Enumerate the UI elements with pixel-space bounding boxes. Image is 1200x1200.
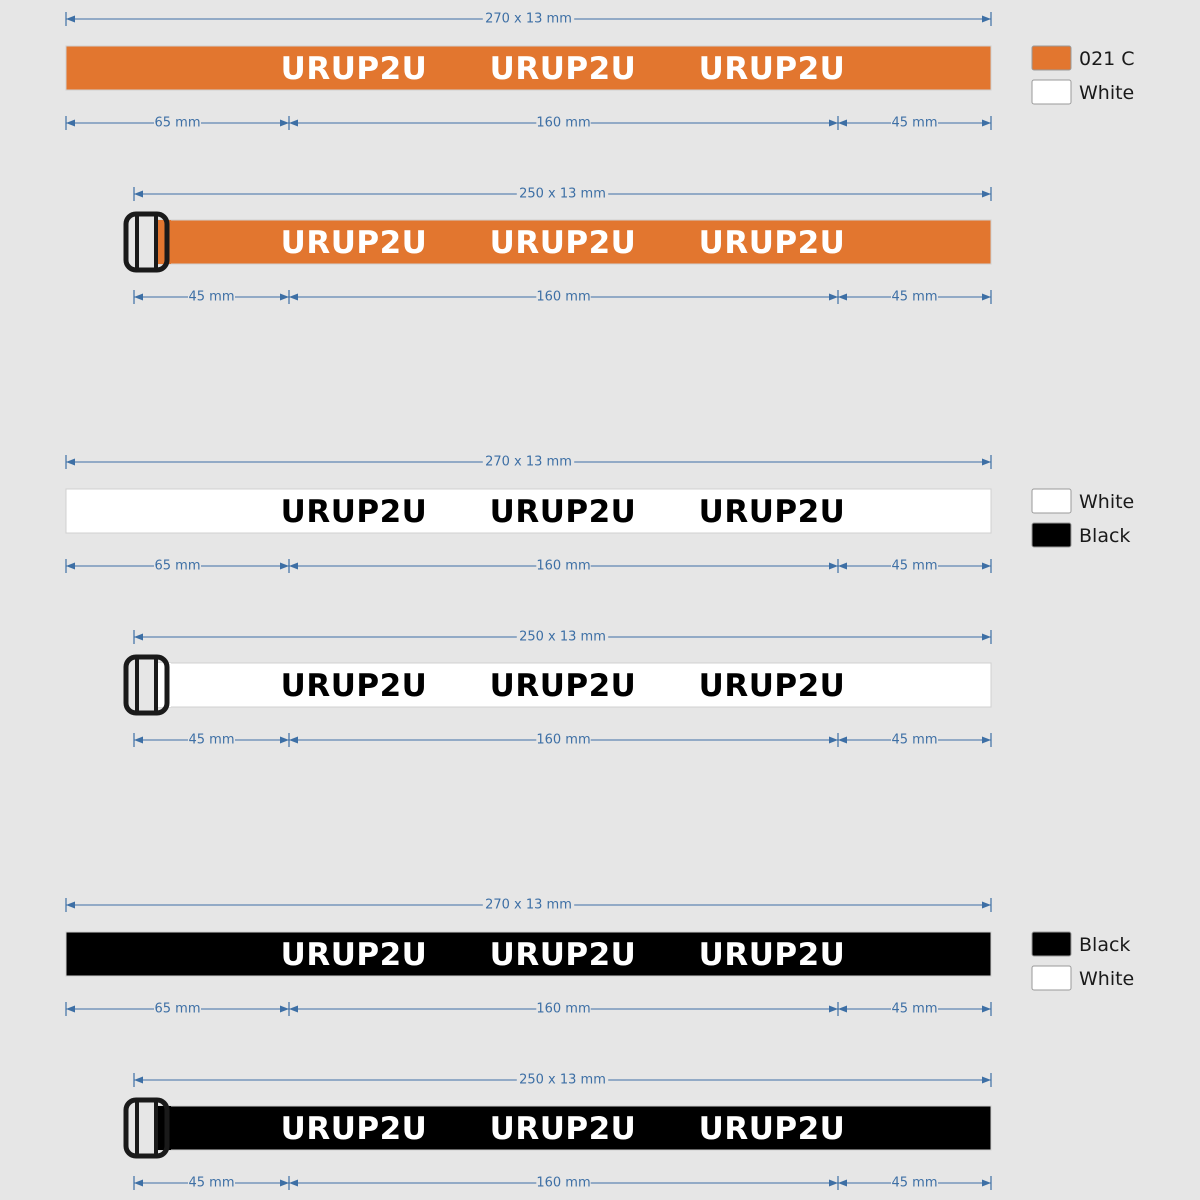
arrowhead	[829, 737, 838, 744]
arrowhead	[982, 563, 991, 570]
segment-label-middle: 160 mm	[536, 115, 591, 131]
long-strap	[66, 455, 991, 574]
arrowhead	[838, 120, 847, 127]
arrowhead	[982, 1180, 991, 1187]
arrowhead	[134, 294, 143, 301]
arrowhead	[66, 902, 75, 909]
strap-print-text: URUP2U	[489, 1111, 637, 1147]
arrowhead	[66, 16, 75, 23]
arrowhead	[134, 1180, 143, 1187]
segment-label-right: 45 mm	[891, 558, 938, 574]
arrowhead	[289, 563, 298, 570]
strap-print-text: URUP2U	[489, 937, 637, 973]
strap-print-text: URUP2U	[489, 51, 637, 87]
strap-print-text: URUP2U	[698, 1111, 846, 1147]
segment-label-middle: 160 mm	[536, 732, 591, 748]
segment-label-left: 45 mm	[188, 732, 235, 748]
arrowhead	[982, 902, 991, 909]
swatch-label: 021 C	[1079, 48, 1135, 70]
short-strap	[126, 630, 991, 748]
arrowhead	[982, 120, 991, 127]
arrowhead	[982, 737, 991, 744]
color-legend	[1032, 932, 1134, 990]
strap-print-text: URUP2U	[489, 494, 637, 530]
short-strap	[126, 1073, 991, 1191]
strap-section	[66, 455, 1134, 748]
arrowhead	[134, 1077, 143, 1084]
strap-print-text: URUP2U	[489, 225, 637, 261]
short-strap	[126, 187, 991, 305]
buckle-gap	[137, 1103, 156, 1153]
buckle-gap	[137, 217, 156, 267]
strap-print-text: URUP2U	[698, 51, 846, 87]
arrowhead	[838, 294, 847, 301]
strap-print-text: URUP2U	[280, 1111, 428, 1147]
arrowhead	[982, 1077, 991, 1084]
arrowhead	[280, 1006, 289, 1013]
arrowhead	[289, 294, 298, 301]
segment-label-middle: 160 mm	[536, 289, 591, 305]
arrowhead	[829, 563, 838, 570]
arrowhead	[280, 1180, 289, 1187]
arrowhead	[66, 563, 75, 570]
strap-print-text: URUP2U	[698, 668, 846, 704]
segment-label-right: 45 mm	[891, 732, 938, 748]
swatch-label: Black	[1079, 934, 1131, 956]
segment-label-left: 65 mm	[154, 558, 201, 574]
overall-dimension-label: 270 x 13 mm	[485, 454, 572, 470]
arrowhead	[982, 634, 991, 641]
color-swatch	[1032, 80, 1071, 104]
arrowhead	[66, 120, 75, 127]
arrowhead	[982, 294, 991, 301]
swatch-label: White	[1079, 491, 1135, 513]
overall-dimension-label: 270 x 13 mm	[485, 11, 572, 27]
arrowhead	[280, 563, 289, 570]
segment-label-left: 45 mm	[188, 1175, 235, 1191]
segment-label-left: 65 mm	[154, 1001, 201, 1017]
color-legend	[1032, 489, 1134, 547]
arrowhead	[829, 1006, 838, 1013]
long-strap	[66, 12, 991, 131]
strap-print-text: URUP2U	[280, 51, 428, 87]
arrowhead	[838, 737, 847, 744]
overall-dimension-label: 250 x 13 mm	[519, 186, 606, 202]
segment-label-right: 45 mm	[891, 1175, 938, 1191]
overall-dimension-label: 250 x 13 mm	[519, 629, 606, 645]
overall-dimension-label: 270 x 13 mm	[485, 897, 572, 913]
strap-print-text: URUP2U	[698, 937, 846, 973]
buckle-gap	[137, 660, 156, 710]
strap-print-text: URUP2U	[280, 937, 428, 973]
segment-label-middle: 160 mm	[536, 1175, 591, 1191]
arrowhead	[289, 737, 298, 744]
swatch-label: White	[1079, 82, 1135, 104]
color-swatch	[1032, 523, 1071, 547]
arrowhead	[280, 120, 289, 127]
arrowhead	[280, 737, 289, 744]
color-swatch	[1032, 489, 1071, 513]
segment-label-right: 45 mm	[891, 289, 938, 305]
color-swatch	[1032, 966, 1071, 990]
strap-print-text: URUP2U	[280, 494, 428, 530]
color-swatch	[1032, 46, 1071, 70]
strap-print-text: URUP2U	[489, 668, 637, 704]
swatch-label: Black	[1079, 525, 1131, 547]
arrowhead	[280, 294, 289, 301]
arrowhead	[829, 120, 838, 127]
arrowhead	[982, 191, 991, 198]
arrowhead	[289, 1180, 298, 1187]
arrowhead	[982, 459, 991, 466]
arrowhead	[982, 16, 991, 23]
segment-label-left: 45 mm	[188, 289, 235, 305]
long-strap	[66, 898, 991, 1017]
arrowhead	[66, 1006, 75, 1013]
overall-dimension-label: 250 x 13 mm	[519, 1072, 606, 1088]
strap-print-text: URUP2U	[698, 225, 846, 261]
arrowhead	[982, 1006, 991, 1013]
arrowhead	[134, 634, 143, 641]
segment-label-middle: 160 mm	[536, 558, 591, 574]
arrowhead	[838, 1006, 847, 1013]
arrowhead	[134, 191, 143, 198]
arrowhead	[838, 1180, 847, 1187]
strap-section	[66, 12, 1135, 305]
arrowhead	[829, 294, 838, 301]
arrowhead	[134, 737, 143, 744]
arrowhead	[289, 120, 298, 127]
color-legend	[1032, 46, 1135, 104]
strap-print-text: URUP2U	[280, 668, 428, 704]
segment-label-right: 45 mm	[891, 1001, 938, 1017]
segment-label-right: 45 mm	[891, 115, 938, 131]
strap-print-text: URUP2U	[280, 225, 428, 261]
arrowhead	[289, 1006, 298, 1013]
arrowhead	[838, 563, 847, 570]
arrowhead	[66, 459, 75, 466]
arrowhead	[829, 1180, 838, 1187]
segment-label-left: 65 mm	[154, 115, 201, 131]
strap-section	[66, 898, 1134, 1191]
color-swatch	[1032, 932, 1071, 956]
strap-print-text: URUP2U	[698, 494, 846, 530]
swatch-label: White	[1079, 968, 1135, 990]
segment-label-middle: 160 mm	[536, 1001, 591, 1017]
